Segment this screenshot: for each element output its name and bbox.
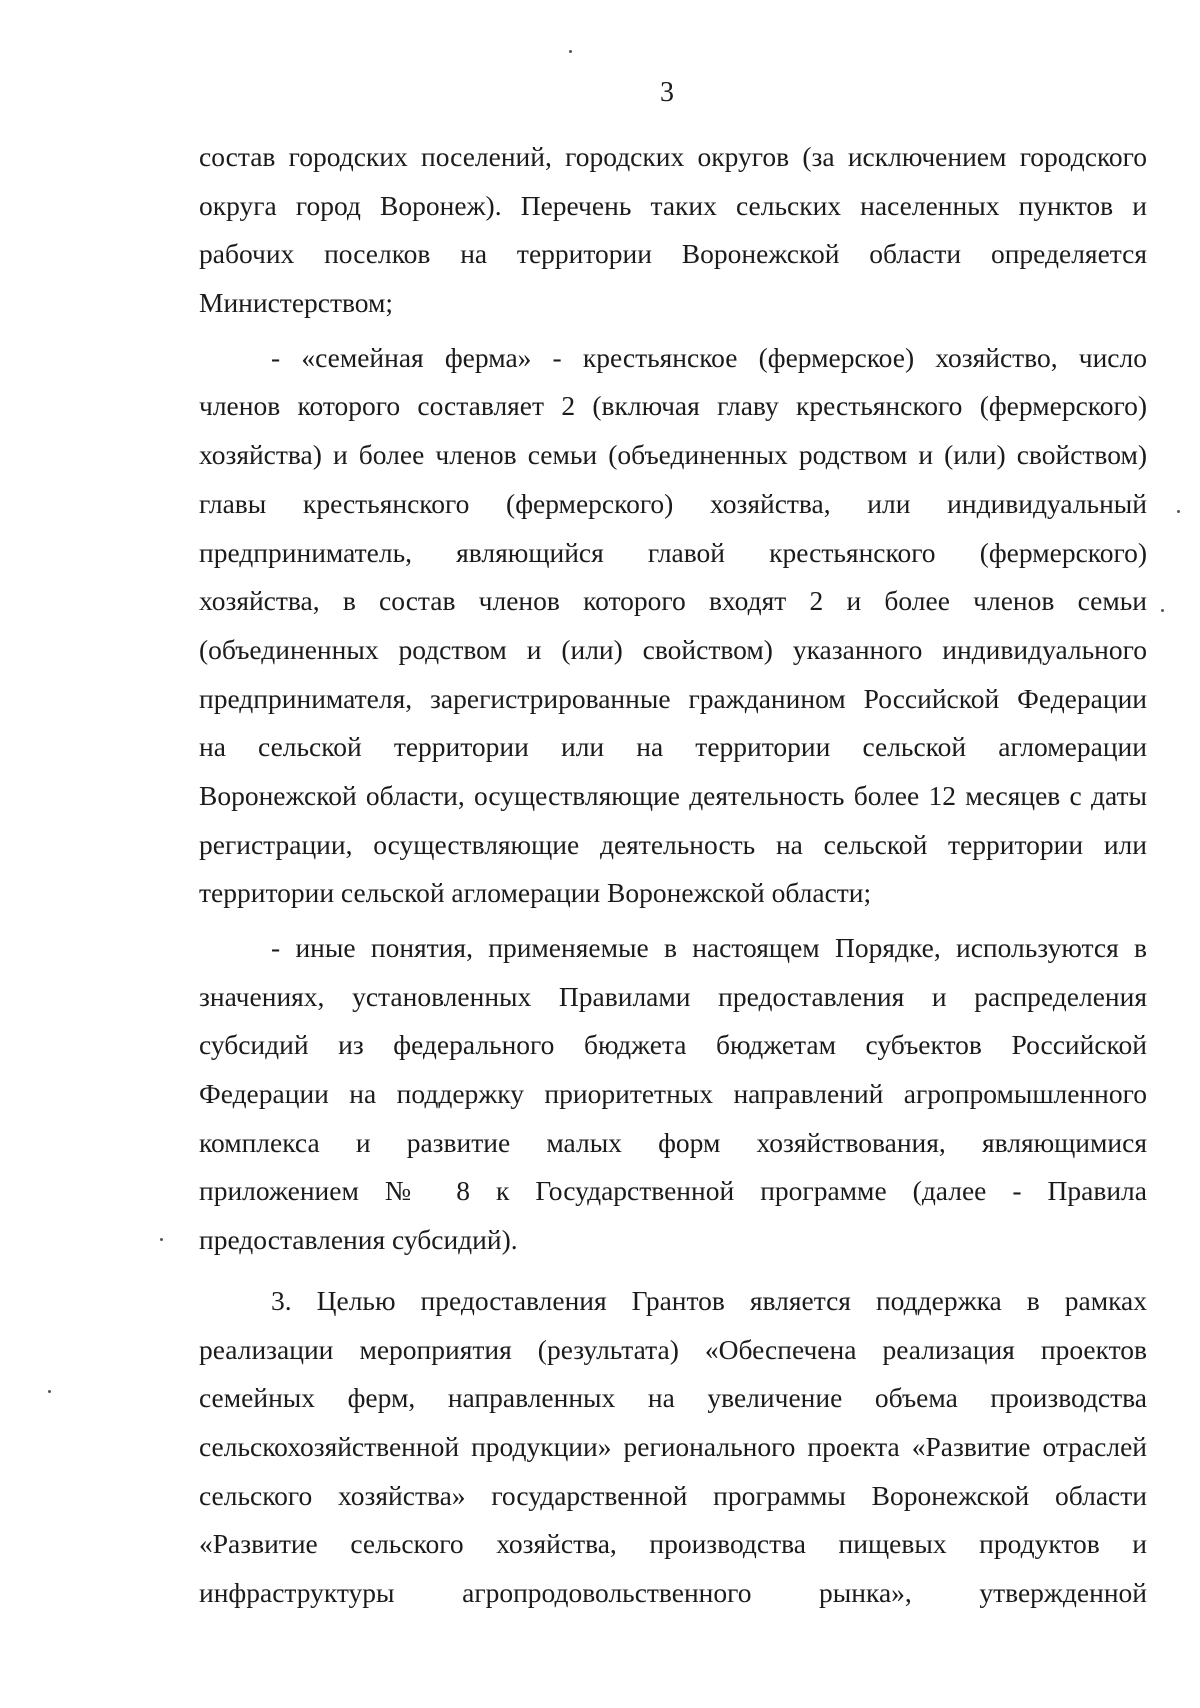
- text-line: (объединенных родством и (или) свойством) указанного индивидуального: [199, 633, 1147, 665]
- document-body: [199, 133, 1147, 1618]
- scan-speck: [160, 1238, 163, 1241]
- text-line: «Развитие сельского хозяйства, производства пищевых продуктов и: [199, 1528, 1147, 1560]
- text-line: приложением № 8 к Государственной программе (далее - Правила: [199, 1175, 1147, 1207]
- text-line: - «семейная ферма» - крестьянское (фермерское) хозяйство, число: [271, 341, 1147, 373]
- text-line: инфраструктуры агропродовольственного рынка», утвержденной: [199, 1576, 1147, 1608]
- text-line: Воронежской области, осуществляющие деятельность более 12 месяцев с даты: [199, 779, 1147, 811]
- scan-speck: [1177, 510, 1180, 513]
- text-line: хозяйства) и более членов семьи (объединенных родством и (или) свойством): [199, 439, 1147, 471]
- scan-speck: [48, 1390, 51, 1393]
- text-line: регистрации, осуществляющие деятельность на сельской территории или: [199, 828, 1147, 860]
- text-line: предпринимателя, зарегистрированные гражданином Российской Федерации: [199, 682, 1147, 714]
- text-line: - иные понятия, применяемые в настоящем Порядке, используются в: [271, 932, 1147, 963]
- text-line: предоставления субсидий).: [199, 1224, 518, 1256]
- text-line: состав городских поселений, городских округов (за исключением городского: [199, 141, 1147, 172]
- paragraph-2: [199, 334, 1147, 918]
- text-line: на сельской территории или на территории сельской агломерации: [199, 731, 1147, 763]
- text-line: субсидий из федерального бюджета бюджетам субъектов Российской: [199, 1029, 1147, 1061]
- scan-speck: [569, 50, 572, 53]
- text-line: главы крестьянского (фермерского) хозяйства, или индивидуальный: [199, 487, 1147, 519]
- text-line: комплекса и развитие малых форм хозяйствования, являющимися: [199, 1126, 1147, 1158]
- text-line: 3. Целью предоставления Грантов является поддержка в рамках: [271, 1284, 1147, 1316]
- text-line: семейных ферм, направленных на увеличение объема производства: [199, 1382, 1147, 1414]
- text-line: реализации мероприятия (результата) «Обеспечена реализация проектов: [199, 1333, 1147, 1365]
- text-line: Федерации на поддержку приоритетных направлений агропромышленного: [199, 1078, 1147, 1110]
- text-line: Министерством;: [199, 287, 394, 319]
- text-line: сельскохозяйственной продукции» регионального проекта «Развитие отраслей: [199, 1430, 1147, 1462]
- text-line: рабочих поселков на территории Воронежской области определяется: [199, 238, 1147, 270]
- text-line: сельского хозяйства» государственной программы Воронежской области: [199, 1479, 1147, 1511]
- text-line: членов которого составляет 2 (включая главу крестьянского (фермерского): [199, 390, 1147, 422]
- text-line: округа город Воронеж). Перечень таких сельских населенных пунктов и: [199, 189, 1147, 221]
- text-line: территории сельской агломерации Воронежской области;: [199, 877, 872, 909]
- paragraph-4: [199, 1277, 1147, 1618]
- text-line: хозяйства, в состав членов которого входят 2 и более членов семьи: [199, 585, 1147, 617]
- scan-speck: [1161, 609, 1164, 612]
- paragraph-1: [199, 133, 1147, 328]
- text-line: значениях, установленных Правилами предоставления и распределения: [199, 980, 1147, 1012]
- paragraph-3: [199, 924, 1147, 1265]
- page-number: 3: [660, 77, 674, 108]
- text-line: предприниматель, являющийся главой крестьянского (фермерского): [199, 536, 1147, 568]
